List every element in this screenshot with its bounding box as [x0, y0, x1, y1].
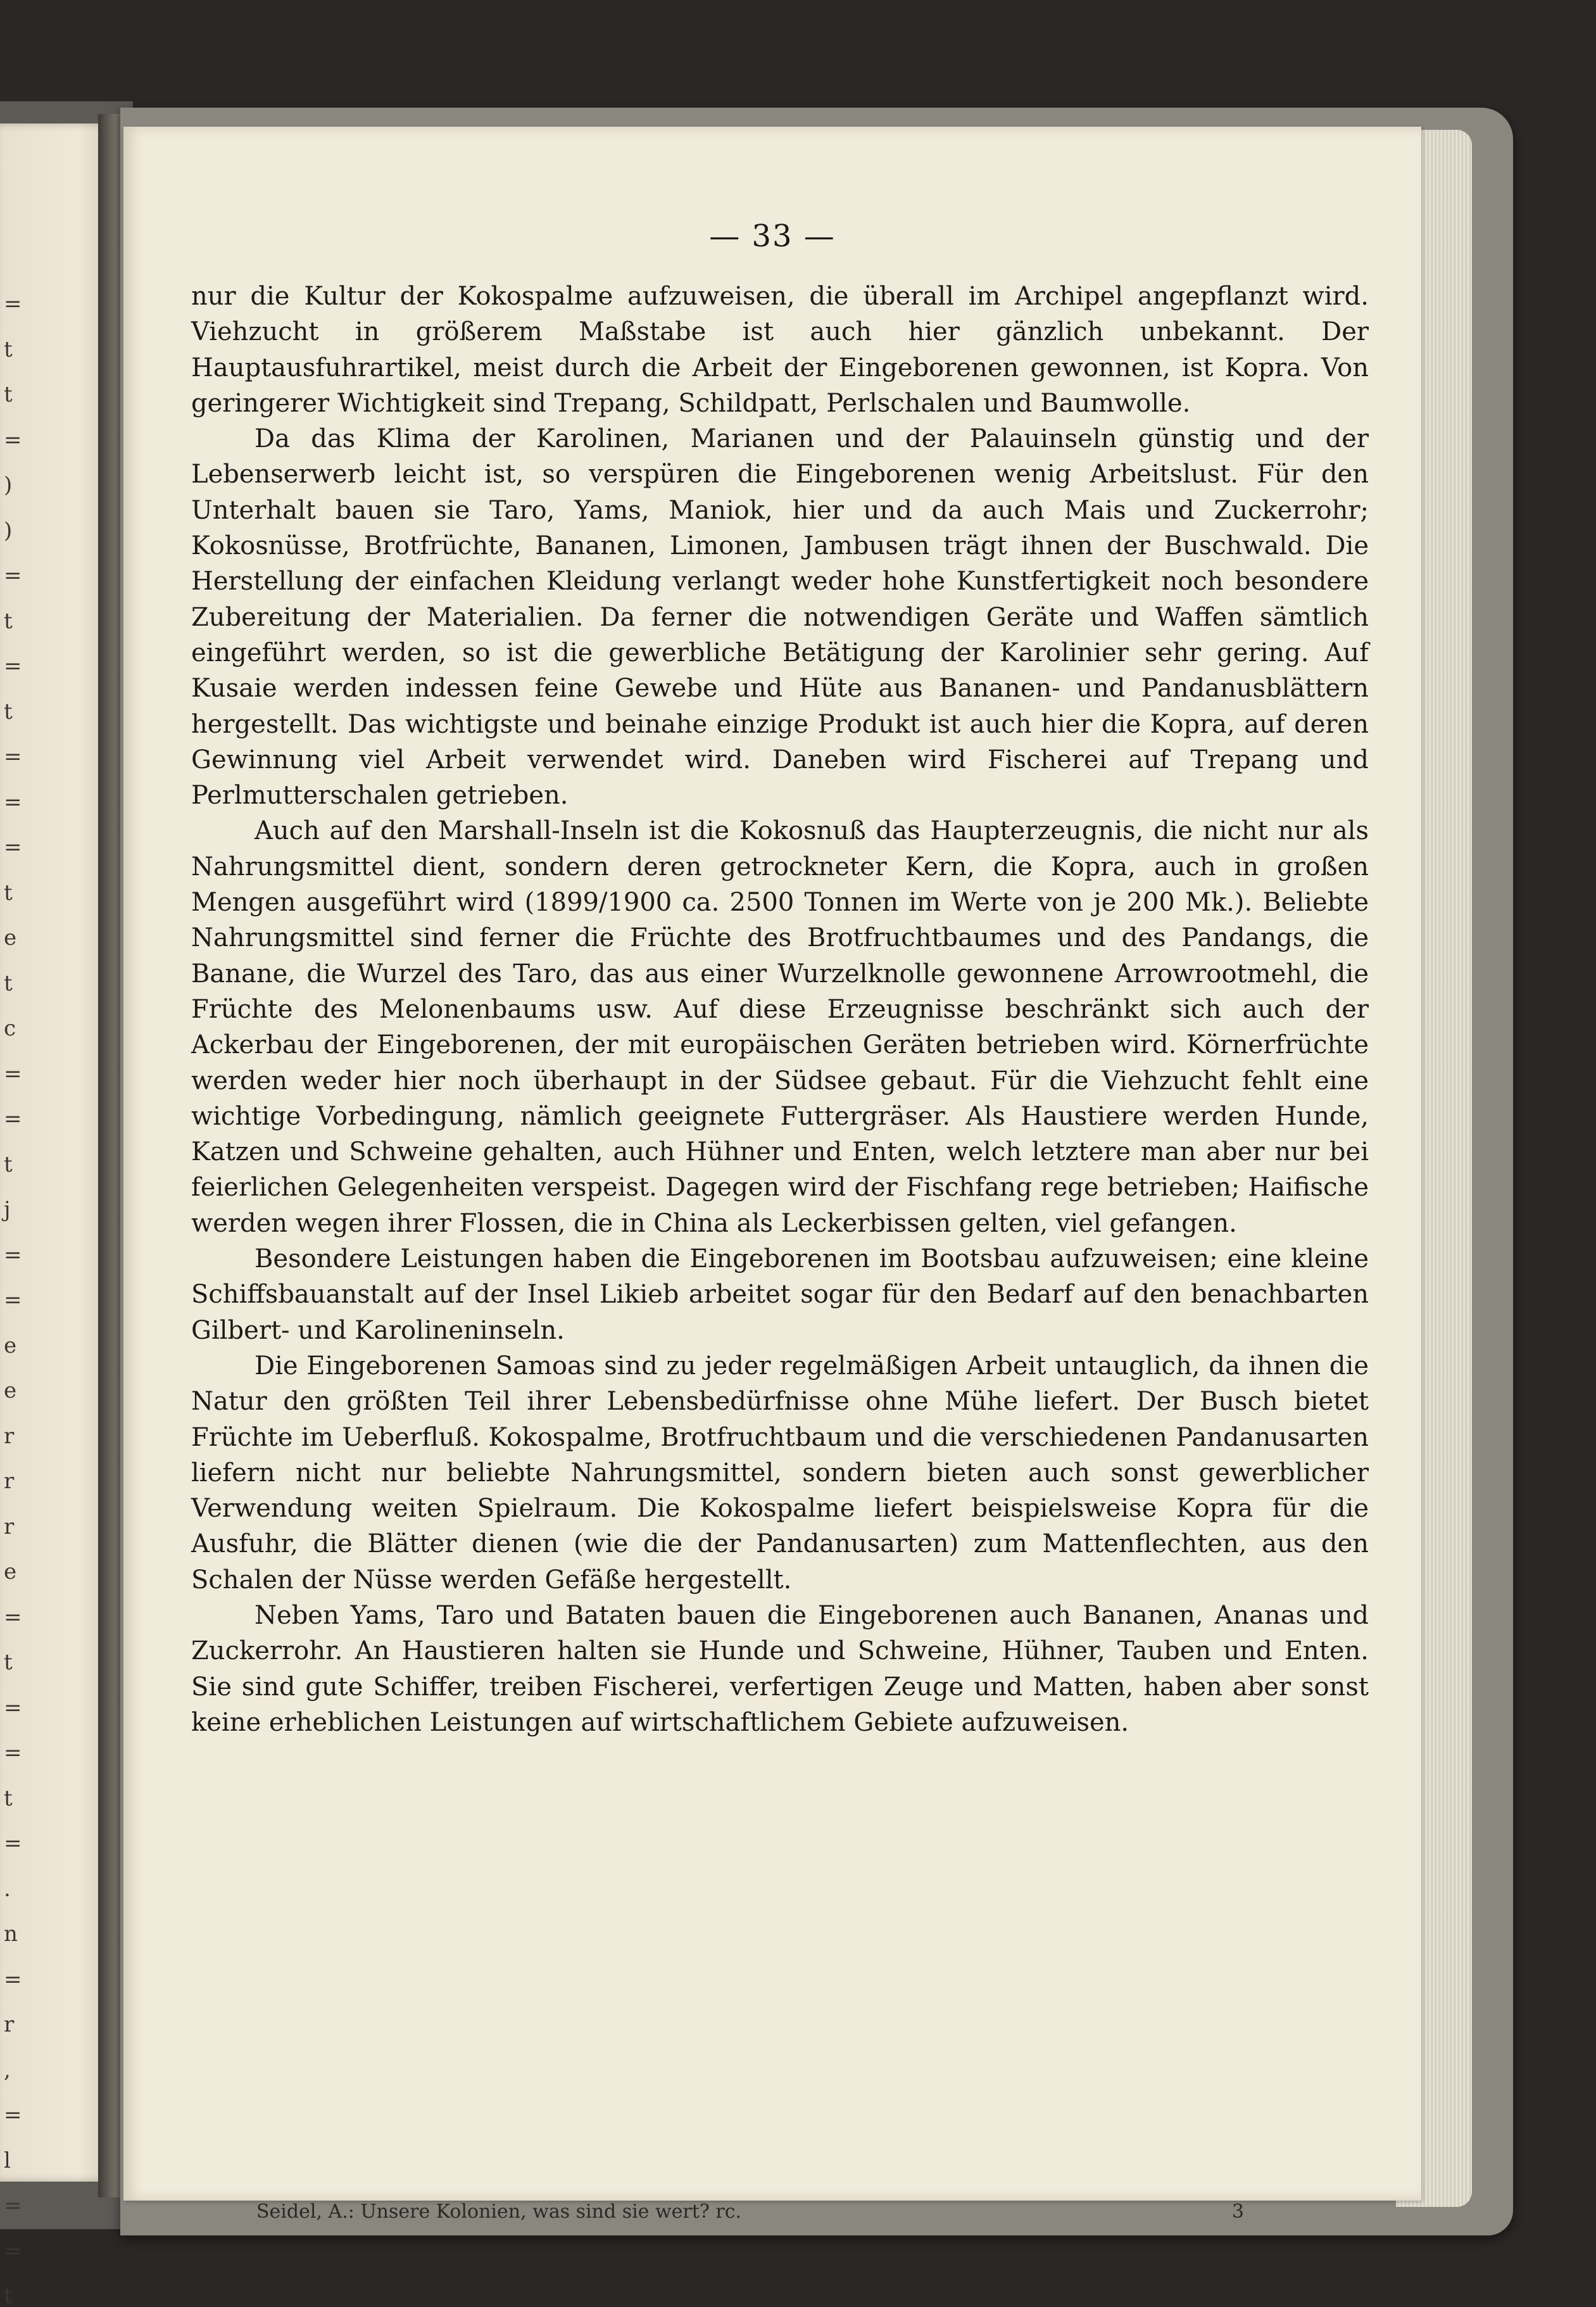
left-margin-mark: =	[4, 427, 22, 453]
left-margin-mark: =	[4, 1061, 22, 1087]
left-margin-mark: =	[4, 1831, 22, 1857]
paragraph: Die Eingeborenen Samoas sind zu jeder regelmäßigen Arbeit untauglich, da ihnen die Natur den größten Teil ihrer Lebensbedürfnisse ohne Mühe liefert. Der Busch bietet Früchte im Ueberfluß. Kokospalme, Brotfruchtbaum und die verschiedenen Pandanusarten liefern nicht nur beliebte Nahrungsmittel, sondern bieten auch sonst gewerblicher Verwendung weiten Spielraum. Die Kokospalme liefert beispielsweise Kopra für die Ausfuhr, die Blätter dienen (wie die der Pandanusarten) zum Mattenflechten, aus den Schalen der Nüsse werden Gefäße hergestellt.	[191, 1351, 1369, 1595]
left-margin-mark: =	[4, 1740, 22, 1766]
left-margin-mark: =	[4, 2193, 22, 2219]
left-margin-mark: e	[4, 925, 17, 951]
left-page	[0, 123, 111, 2307]
paragraph: Da das Klima der Karolinen, Marianen und der Palauinseln günstig und der Lebenserwerb leicht ist, so verspüren die Eingeborenen wenig Arbeitslust. Für den Unterhalt bauen sie Taro, Yams, Maniok, hier und da auch Mais und Zuckerrohr; Kokosnüsse, Brotfrüchte, Bananen, Limonen, Jambusen trägt ihnen der Buschwald. Die Herstellung der einfachen Kleidung verlangt weder hohe Kunstfertigkeit noch besondere Zubereitung der Materialien. Da ferner die notwendigen Geräte und Waffen sämtlich eingeführt werden, so ist die gewerbliche Betätigung der Karolinier sehr gering. Auf Kusaie werden indessen feine Gewebe und Hüte aus Bananen- und Pandanusblättern hergestellt. Das wichtigste und beinahe einzige Produkt ist auch hier die Kopra, auf deren Gewinnung viel Arbeit verwendet wird. Daneben wird Fischerei auf Trepang und Perlmutterschalen getrieben.	[191, 424, 1369, 811]
left-margin-mark: r	[4, 2012, 15, 2038]
left-margin-mark: r	[4, 1514, 15, 1539]
left-margin-mark: t	[4, 608, 13, 634]
left-margin-mark: )	[4, 517, 13, 543]
left-margin-mark: =	[4, 1966, 22, 1992]
left-margin-mark: t	[4, 1650, 13, 1676]
paragraph: Auch auf den Marshall-Inseln ist die Kokosnuß das Haupterzeugnis, die nicht nur als Nahrungsmittel dient, sondern deren getrockneter Kern, die Kopra, auch in großen Mengen ausgeführt wird (1899/1900 ca. 2500 Tonnen im Werte von je 200 Mk.). Beliebte Nahrungsmittel sind ferner die Früchte des Brotfruchtbaumes und des Pandangs, die Banane, die Wurzel des Taro, das aus einer Wurzelknolle gewonnene Arrowrootmehl, die Früchte des Melonenbaums usw. Auf diese Erzeugnisse beschränkt sich auch der Ackerbau der Eingeborenen, der mit europäischen Geräten betrieben wird. Körnerfrüchte werden weder hier noch überhaupt in der Südsee gebaut. Für die Viehzucht fehlt eine wichtige Vorbedingung, nämlich geeignete Futtergräser. Als Haustiere werden Hunde, Katzen und Schweine gehalten, auch Hühner und Enten, welch letztere man aber nur bei feierlichen Gelegenheiten verspeist. Dagegen wird der Fischfang rege betrieben; Haifische werden wegen ihrer Flossen, die in China als Leckerbissen gelten, viel gefangen.	[191, 816, 1369, 1238]
footer-citation: Seidel, A.: Unsere Kolonien, was sind sie wert? rc.	[256, 2201, 742, 2223]
left-margin-mark: .	[4, 1876, 11, 1902]
left-margin-mark: )	[4, 472, 13, 498]
left-margin-mark: =	[4, 2238, 22, 2264]
left-margin-mark: r	[4, 1423, 15, 1449]
left-margin-mark: e	[4, 1332, 17, 1358]
left-margin-mark: =	[4, 291, 22, 317]
left-margin-mark: j	[4, 1197, 11, 1223]
book-page	[123, 127, 1421, 2223]
left-margin-mark: l	[4, 2147, 11, 2173]
paragraph: Besondere Leistungen haben die Eingeborenen im Bootsbau aufzuweisen; eine kleine Schiffsbauanstalt auf der Insel Likieb arbeitet sogar für den Bedarf auf den benachbarten Gilbert- und Karolineninseln.	[191, 1244, 1369, 1345]
left-margin-mark: ,	[4, 2057, 11, 2083]
left-margin-mark: e	[4, 1559, 17, 1585]
page-footer	[256, 2201, 1244, 2223]
left-margin-mark: =	[4, 654, 22, 679]
left-margin-mark: =	[4, 1695, 22, 1721]
body-text	[191, 279, 1369, 1740]
left-margin-mark: t	[4, 1151, 13, 1177]
left-margin-mark: t	[4, 382, 13, 407]
left-margin-mark: =	[4, 1287, 22, 1313]
left-margin-mark: =	[4, 563, 22, 588]
left-margin-mark: t	[4, 2284, 13, 2307]
left-margin-mark: =	[4, 744, 22, 769]
left-margin-mark: t	[4, 336, 13, 362]
left-margin-mark: r	[4, 1469, 15, 1495]
left-margin-mark: n	[4, 1921, 18, 1947]
paragraph: Neben Yams, Taro und Bataten bauen die Eingeborenen auch Bananen, Ananas und Zuckerrohr. An Haustieren halten sie Hunde und Schweine, Hühner, Tauben und Enten. Sie sind gute Schiffer, treiben Fischerei, verfertigen Zeuge und Matten, haben aber sonst keine erheblichen Leistungen auf wirtschaftlichem Gebiete aufzuweisen.	[191, 1600, 1369, 1737]
left-margin-mark: =	[4, 789, 22, 815]
left-margin-marks	[0, 123, 111, 2307]
paragraph: nur die Kultur der Kokospalme aufzuweisen, die überall im Archipel angepflanzt wird. Viehzucht in größerem Maßstabe ist auch hier gänzlich unbekannt. Der Hauptausfuhrartikel, meist durch die Arbeit der Eingeborenen gewonnen, ist Kopra. Von geringerer Wichtigkeit sind Trepang, Schildpatt, Perlschalen und Baumwolle.	[191, 282, 1369, 418]
left-margin-mark: t	[4, 1785, 13, 1811]
left-margin-mark: =	[4, 2102, 22, 2128]
left-margin-mark: =	[4, 1106, 22, 1132]
left-margin-mark: =	[4, 1242, 22, 1268]
left-margin-mark: =	[4, 1604, 22, 1630]
left-margin-mark: e	[4, 1378, 17, 1404]
left-margin-mark: t	[4, 698, 13, 724]
page-number: — 33 —	[709, 218, 836, 254]
left-margin-mark: t	[4, 880, 13, 906]
left-margin-mark: =	[4, 835, 22, 860]
left-margin-mark: c	[4, 1016, 16, 1042]
signature-mark: 3	[1231, 2201, 1244, 2223]
left-margin-mark: t	[4, 970, 13, 996]
